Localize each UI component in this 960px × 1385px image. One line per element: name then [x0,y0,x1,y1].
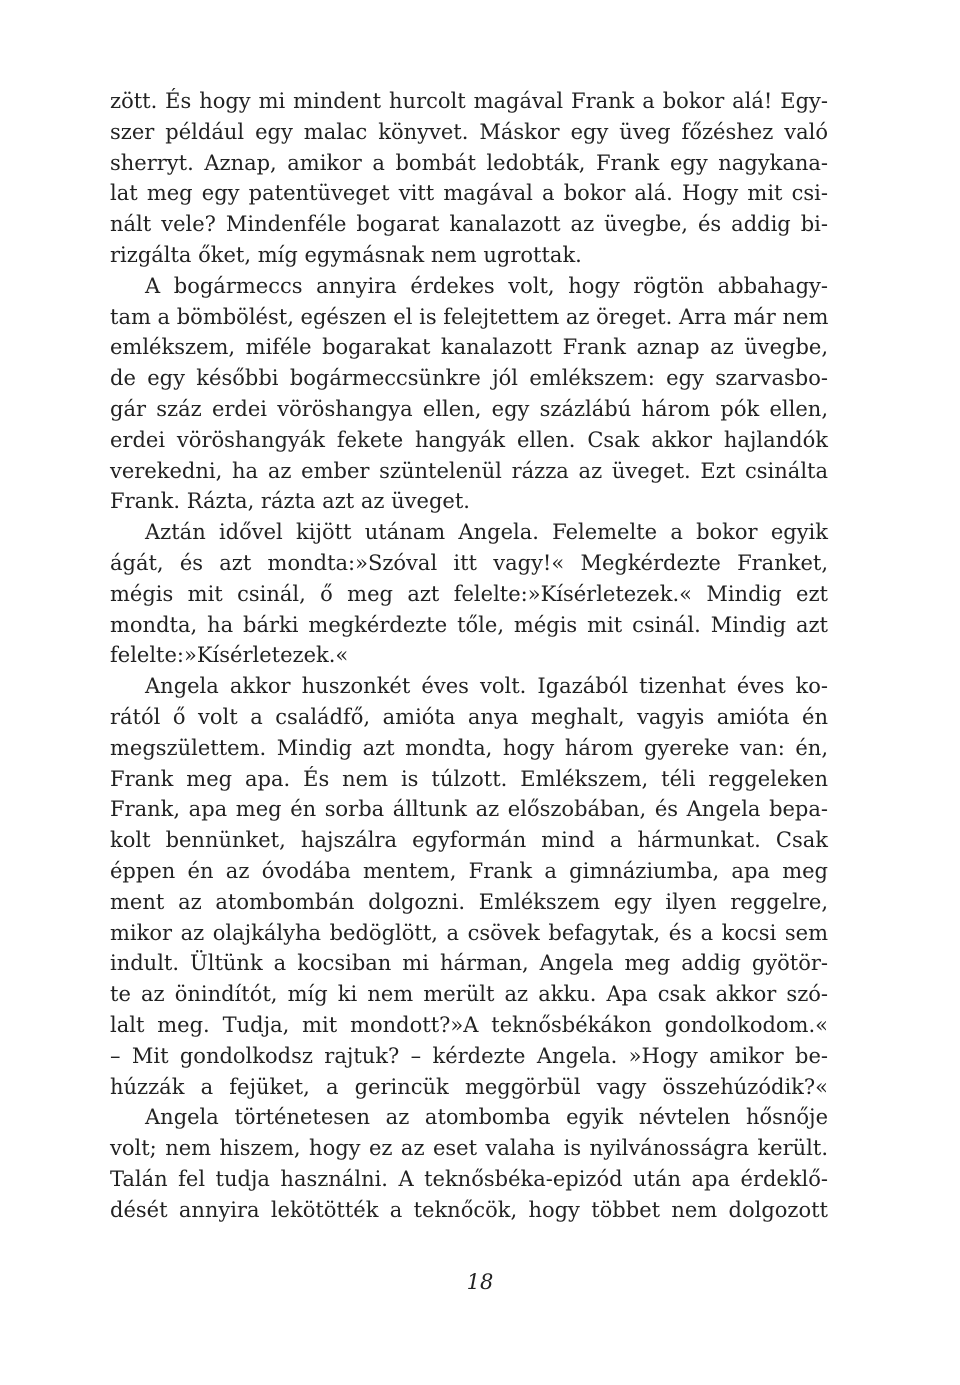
text-line: rától ő volt a családfő, amióta anya meghalt, vagyis amióta én [110,704,828,729]
body-text [110,86,828,1225]
text-line: lalt meg. Tudja, mit mondott?»A teknősbékákon gondolkodom.« [110,1012,828,1037]
text-line: Aztán idővel kijött utánam Angela. Felemelte a bokor egyik [145,520,828,545]
text-line: ágát, és azt mondta:»Szóval itt vagy!« Megkérdezte Franket, [110,550,828,575]
text-line: te az önindítót, míg ki nem merült az akku. Apa csak akkor szó- [110,982,828,1007]
text-line: tam a bömbölést, egészen el is felejtettem az öreget. Arra már nem [110,304,829,329]
text-line: Angela történetesen az atombomba egyik névtelen hősnője [145,1105,828,1130]
text-line: indult. Ültünk a kocsiban mi hárman, Angela meg addig gyötör- [110,951,828,976]
text-line: mondta, ha bárki megkérdezte tőle, mégis mit csinál. Mindig azt [110,612,828,637]
page-number: 18 [466,1270,494,1294]
text-line: szer például egy malac könyvet. Máskor egy üveg főzéshez való [110,119,828,144]
text-line: Talán fel tudja használni. A teknősbéka-epizód után apa érdeklő- [110,1166,828,1191]
text-line: éppen én az óvodába mentem, Frank a gimnáziumba, apa meg [110,858,828,883]
text-line: erdei vöröshangyák fekete hangyák ellen. Csak akkor hajlandók [110,427,828,452]
text-line: húzzák a fejüket, a gerincük meggörbül vagy összehúzódik?« [110,1074,828,1099]
text-line: ment az atombombán dolgozni. Emlékszem egy ilyen reggelre, [110,889,828,914]
text-line: megszülettem. Mindig azt mondta, hogy három gyereke van: én, [110,735,828,760]
text-line: dését annyira lekötötték a teknőcök, hogy többet nem dolgozott [110,1197,828,1222]
text-line: kolt bennünket, hajszálra egyformán mind a hármunkat. Csak [110,828,828,853]
text-line: Frank. Rázta, rázta azt az üveget. [110,489,470,514]
text-line: Frank, apa meg én sorba álltunk az előszobában, és Angela bepa- [110,797,828,822]
text-line: lat meg egy patentüveget vitt magával a bokor alá. Hogy mit csi- [110,181,828,206]
text-line: sherryt. Aznap, amikor a bombát ledobták, Frank egy nagykana- [110,150,828,175]
text-line: mégis mit csinál, ő meg azt felelte:»Kísérletezek.« Mindig ezt [110,581,828,606]
text-line: Angela akkor huszonkét éves volt. Igazából tizenhat éves ko- [145,674,828,699]
text-line: verekedni, ha az ember szüntelenül rázza az üveget. Ezt csinálta [110,458,828,483]
text-line: nált vele? Mindenféle bogarat kanalazott az üvegbe, és addig bi- [110,212,828,237]
text-line: rizgálta őket, míg egymásnak nem ugrottak. [110,242,582,267]
text-line: emlékszem, miféle bogarakat kanalazott Frank aznap az üvegbe, [110,335,828,360]
text-line: zött. És hogy mi mindent hurcolt magával Frank a bokor alá! Egy- [110,89,828,113]
text-line: Frank meg apa. És nem is túlzott. Emlékszem, téli reggeleken [110,766,828,791]
text-line: A bogármeccs annyira érdekes volt, hogy rögtön abbahagy- [145,273,828,298]
text-line: volt; nem hiszem, hogy ez az eset valaha is nyilvánosságra került. [110,1136,828,1161]
text-line: de egy későbbi bogármeccsünkre jól emlékszem: egy szarvasbo- [110,366,828,391]
text-line: felelte:»Kísérletezek.« [110,643,349,668]
text-line: mikor az olajkályha bedöglött, a csövek befagytak, és a kocsi sem [110,920,828,945]
text-line: – Mit gondolkodsz rajtuk? – kérdezte Angela. »Hogy amikor be- [110,1043,828,1068]
text-line: gár száz erdei vöröshangya ellen, egy százlábú három pók ellen, [110,396,828,421]
